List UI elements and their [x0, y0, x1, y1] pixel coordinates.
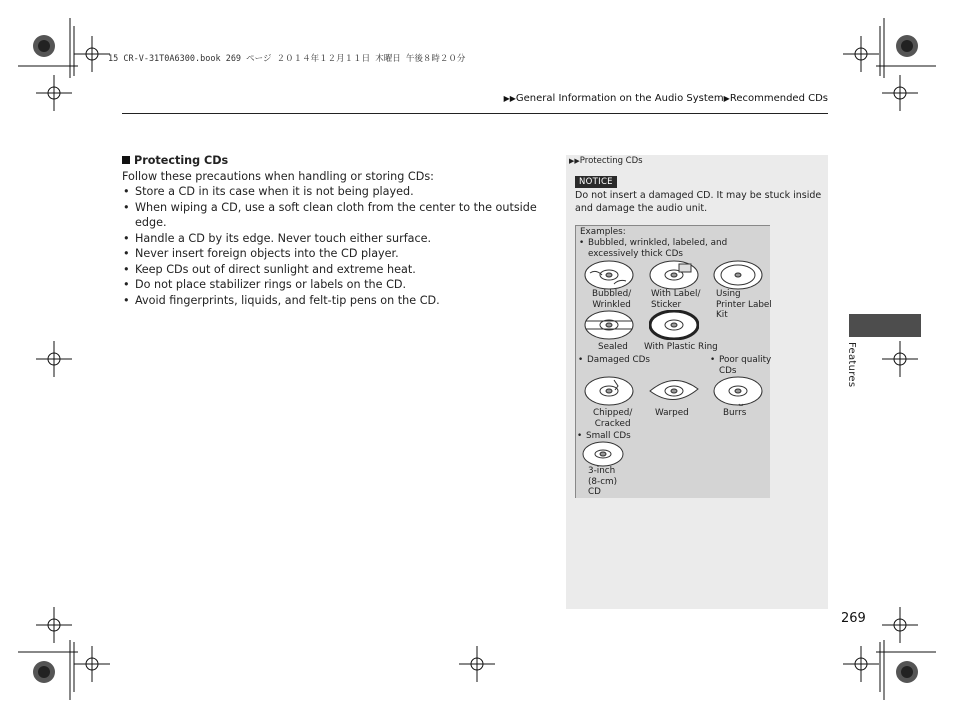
header-rule	[122, 113, 828, 114]
cd-label: With Plastic Ring	[644, 342, 718, 352]
breadcrumb	[504, 93, 828, 104]
section-tab	[849, 314, 921, 337]
cd-label: With Label/ Sticker	[651, 289, 701, 310]
examples-group-label: • Poor quality CDs	[719, 355, 771, 376]
warped-cd-icon	[649, 376, 699, 406]
small-cd-icon	[582, 441, 624, 467]
examples-heading: Examples:	[580, 227, 626, 237]
list-item: • Never insert foreign objects into the CD player.	[122, 246, 562, 262]
cd-label: Chipped/ Cracked	[593, 408, 633, 429]
intro-text: Follow these precautions when handling or storing CDs:	[122, 169, 434, 183]
cd-label: Bubbled/ Wrinkled	[592, 289, 632, 310]
breadcrumb-part2: Recommended CDs	[729, 93, 828, 104]
examples-group-label: • Small CDs	[586, 431, 631, 442]
list-item: • Keep CDs out of direct sunlight and extreme heat.	[122, 262, 562, 278]
heading-square-icon	[122, 156, 130, 164]
section-heading-text: Protecting CDs	[134, 154, 229, 167]
examples-group-label: • Bubbled, wrinkled, labeled, and excessively thick CDs	[588, 238, 738, 259]
bubbled-cd-icon	[584, 260, 634, 290]
page-number: 269	[841, 611, 866, 626]
examples-group-label: • Damaged CDs	[587, 355, 650, 366]
examples-box	[575, 225, 770, 498]
sealed-cd-icon	[584, 310, 634, 340]
print-file-meta: 15 CR-V-31T0A6300.book 269 ページ ２０１４年１２月１１日 木曜日 午後８時２０分	[108, 54, 466, 64]
cd-label: Burrs	[723, 408, 747, 418]
sidebar-title	[569, 156, 643, 166]
section-tab-label: Features	[846, 342, 857, 388]
cd-label: Warped	[655, 408, 689, 418]
main-content	[122, 153, 562, 308]
printer-label-cd-icon	[713, 260, 763, 290]
list-item: • Store a CD in its case when it is not being played.	[122, 184, 562, 200]
cd-label: 3-inch (8-cm) CD	[588, 466, 618, 497]
burrs-cd-icon	[713, 376, 763, 406]
list-item: • Do not place stabilizer rings or labels on the CD.	[122, 277, 562, 293]
breadcrumb-arrows: ▶▶	[503, 94, 516, 103]
precautions-list	[122, 184, 562, 308]
section-heading	[122, 153, 562, 169]
plastic-ring-cd-icon	[649, 310, 699, 340]
list-item: • Avoid fingerprints, liquids, and felt-tip pens on the CD.	[122, 293, 562, 309]
sidebar-title-arrows: ▶▶	[569, 157, 580, 165]
chipped-cd-icon	[584, 376, 634, 406]
notice-badge: NOTICE	[575, 176, 617, 188]
cd-label: Using Printer Label Kit	[716, 289, 772, 320]
labeled-cd-icon	[649, 260, 699, 290]
breadcrumb-separator: ▶	[723, 94, 730, 103]
cd-label: Sealed	[598, 342, 628, 352]
list-item: • Handle a CD by its edge. Never touch either surface.	[122, 231, 562, 247]
list-item: • When wiping a CD, use a soft clean cloth from the center to the outside edge.	[122, 200, 562, 231]
breadcrumb-part1: General Information on the Audio System	[515, 93, 724, 104]
sidebar-title-text: Protecting CDs	[579, 156, 643, 166]
notice-text: Do not insert a damaged CD. It may be stuck inside and damage the audio unit.	[575, 190, 822, 214]
